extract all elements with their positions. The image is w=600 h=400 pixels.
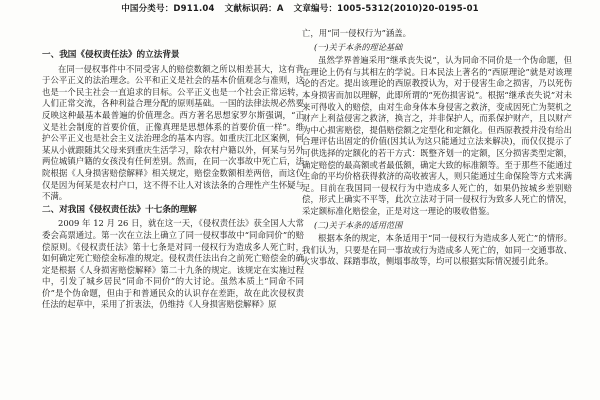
article-number: 文章编号：1005-5312(2010)20-0195-01 <box>293 4 479 14</box>
paragraph: 根据本条的规定，本条适用于“同一侵权行为造成多人死亡”的情形。我们认为，只要是在同一事故或行为造成多人死亡的，如同一交通事故、火灾事故、踩踏事故，侧塌事故等，均可以根据实际情况援引此条。 <box>302 233 572 267</box>
classification-number: 中国分类号：D911.04 <box>121 4 215 14</box>
document-code: 文献标识码：A <box>224 4 284 14</box>
paragraph: 2009 年 12 月 26 日，就在这一天，《侵权责任法》获全国人大常委会高票通过。第一次在立法上确立了同一侵权事故中“同命同价”的赔偿原则。《侵权责任法》第十七条是对同一侵权行为造成多人死亡时，如何确定死亡赔偿金标准的规定。侵权责任法出台之前死亡赔偿金的确定是根据《人身损害赔偿解释》第二十九条的规定。该规定在实施过程中，引发了城乡居民“同命不同价”的大讨论。虽然本质上“同命不同价”是个伪命题，但由于和普通民众的认识存在差距，故在此次侵权责任法的起草中，采用了折衷法，仍维持《人身损害赔偿解释》原 <box>42 218 304 310</box>
subsection-heading-1: (一)关于本条的理论基础 <box>314 41 403 52</box>
paragraph-continuation: 亡，用“同一侵权行为”涵盖。 <box>302 28 412 38</box>
subsection-heading-2: (二)关于本条的适用范围 <box>314 219 403 230</box>
article-header <box>0 2 600 14</box>
section-heading-1: 一、我国《侵权责任法》的立法背景 <box>42 50 180 60</box>
left-column <box>42 48 304 312</box>
paragraph: 在同一侵权事件中不同受害人的赔偿数额之所以相差甚大，这有背于公平正义的法治理念。公平和正义是社会的基本价值观念与准则，这也是一个民主社会一直追求的目标。公平正义也是一个社会正常运转，人们正常交流，各种利益合理分配的原则基础。一国的法律法规必然要反映这种最基本最普遍的价值理念。西方著名思想家罗尔斯强调，“正义是社会制度的首要价值，正像真理是思想体系的首要价值一样”。维护公平正义也是社会主义法治理念的基本内容。如重庆江北区案例，何某从小就跟随其父母来到重庆生活学习，除农村户籍以外，何某与另外两位城镇户籍的女孩没有任何差别。然而，在同一次事故中死亡后，法院根据《人身损害赔偿解释》相关规定，赔偿金数额相差两倍，而这仅仅是因为何某是农村户口，这不得不让人对该法条的合理性产生怀疑与不满。 <box>42 63 304 202</box>
right-column <box>302 28 572 269</box>
paragraph: 虽然学界普遍采用“继承丧失说”，认为同命不同价是一个伪命题，但在理论上仍有与其相左的学说。日本民法上著名的“西原理论”就是对该理论的否定。提出该理论的西原教授认为，对于侵害生命之损害，乃以死伤本身损害而加以理解，此即所谓的“死伤损害说”。根据“继承丧失说”对未来可得收入的赔偿，由对生命身体本身侵害之救济，变成因死亡为契机之财产上利益侵害之救济，换言之，并非保护人，而系保护财产，且以财产为中心损害赔偿，提倡赔偿额之定型化和定额化。但西原教授并没有给出合理评估出固定的价值(因其认为这只能通过立法来解决)，而仅仅提示了可供选择的定额化的若干方式：既整齐划一的定额，区分损害类型定额，确定赔偿的最高额或者最低额，确定大致的标准额等。至于那些不能通过生命的平均价格获得救济的高收被害人，则只能通过生命保险等方式来满足。目前在我国同一侵权行为中造成多人死亡的，如果仍按城乡差别赔偿，形式上确实不平等，此次立法对于同一侵权行为致多人死亡的情况，采定额标准化赔偿金，正是对这一理论的吸收借鉴。 <box>302 55 572 216</box>
section-heading-2: 二、对我国《侵权责任法》十七条的理解 <box>42 204 197 215</box>
